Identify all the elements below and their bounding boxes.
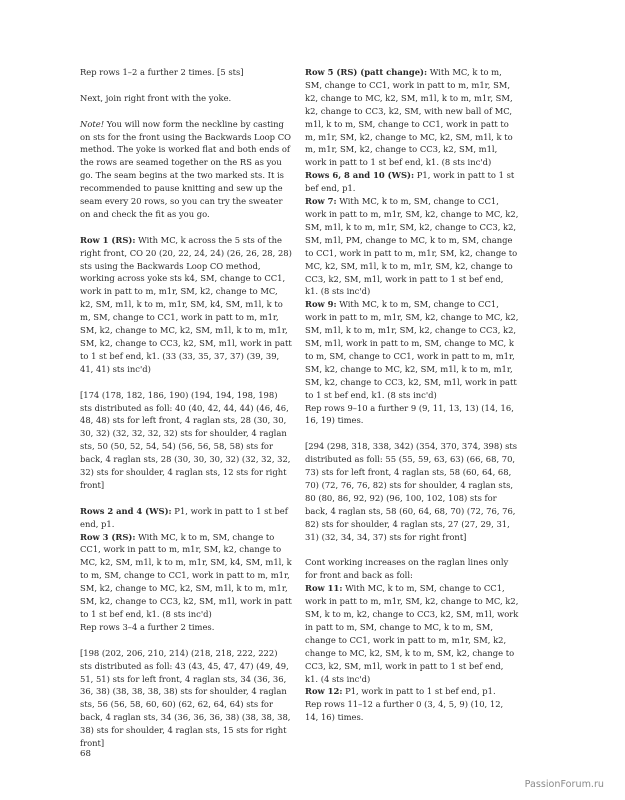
neckline-note — [80, 118, 292, 221]
row-9-text: With MC, k to m, SM, change to CC1, work in patt to m, m1r, SM, k2, change to MC, k2, SM, m1l, k to m, m1r, SM, k2, change to CC3, k2, SM, m1l, work in patt to m, SM, change to MC, k to m, SM, change to CC1, work in patt to m, m1r, SM, k2, change to MC, k2, SM, m1l, k to m, m1r, SM, k2, change to CC3, k2, SM, m1l, work in patt to 1 st bef end, k1. (8 sts inc'd) — [305, 299, 519, 400]
row-1-instruction — [80, 234, 292, 376]
row-9-label: Row 9: — [305, 299, 337, 310]
right-column — [305, 66, 519, 724]
row-12-instruction — [305, 685, 519, 698]
row-7-instruction — [305, 195, 519, 298]
stitch-count-174: [174 (178, 182, 186, 190) (194, 194, 198, 198) sts distributed as foll: 40 (40, 42, 44, 44) (46, 46, 48, 48) sts for left front, 4 raglan sts, 28 (30, 30, 30, 32) (32, 32, 32, 32) sts for shoulder, 4 raglan sts, 50 (50, 52, 54, 54) (56, 56, 58, 58) sts for back, 4 raglan sts, 28 (30, 30, 30, 32) (32, 32, 32, 32) sts for shoulder, 4 raglan sts, 12 sts for right front] — [80, 389, 291, 490]
row-5-label: Row 5 (RS) (patt change): — [305, 67, 428, 77]
rows-2-4-instruction — [80, 505, 292, 531]
rows-6-8-10-instruction — [305, 169, 519, 195]
row-3-instruction — [80, 531, 292, 621]
row-3-label: Row 3 (RS): — [80, 531, 136, 542]
page-number: 68 — [80, 749, 91, 759]
row-11-text: With MC, k to m, SM, change to CC1, work in patt to m, m1r, SM, k2, change to MC, k2, SM, k to m, k2, change to CC3, k2, SM, m1l, work in patt to m, SM, change to MC, k to m, SM, change to CC1, work in patt to m, m1r, SM, k2, change to MC, k2, SM, k to m, SM, k2, change to CC3, k2, SM, m1l, work in patt to 1 st bef end, k1. (4 sts inc'd) — [305, 583, 519, 684]
note-label: Note! — [80, 118, 105, 129]
raglan-increase-intro: Cont working increases on the raglan lines only for front and back as foll: — [305, 557, 509, 581]
note-text: You will now form the neckline by casting on sts for the front using the Backwards Loop CO method. The yoke is worked flat and both ends of the rows are seamed together on the RS as you go. The seam begins at the two marked sts. It is recommended to pause knitting and sew up the seam every 20 rows, so you can try the sweater on and check the fit as you go. — [80, 118, 291, 219]
row-5-text: With MC, k to m, SM, change to CC1, work in patt to m, m1r, SM, k2, change to MC, k2, SM, m1l, k to m, m1r, SM, k2, change to CC3, k2, SM, with new ball of MC, m1l, k to m, SM, change to CC1, work in patt to m, m1r, SM, k2, change to MC, k2, SM, m1l, k to m, m1r, SM, k2, change to CC3, k2, SM, m1l, work in patt to 1 st bef end, k1. (8 sts inc'd) — [305, 67, 513, 168]
row-7-text: With MC, k to m, SM, change to CC1, work in patt to m, m1r, SM, k2, change to MC, k2, SM, m1l, k to m, m1r, SM, k2, change to CC3, k2, SM, m1l, PM, change to MC, k to m, SM, change to CC1, work in patt to m, m1r, SM, k2, change to MC, k2, SM, m1l, k to m, m1r, SM, k2, change to CC3, k2, SM, m1l, work in patt to 1 st bef end, k1. (8 sts inc'd) — [305, 196, 519, 297]
rep-rows-9-10: Rep rows 9–10 a further 9 (9, 11, 13, 13) (14, 16, 16, 19) times. — [305, 402, 514, 426]
rep-rows-11-12: Rep rows 11–12 a further 0 (3, 4, 5, 9) (10, 12, 14, 16) times. — [305, 699, 504, 723]
left-column — [80, 66, 292, 763]
rows-2-4-text: P1, work in patt to 1 st bef end, p1. — [80, 505, 288, 529]
rows-2-4-label: Rows 2 and 4 (WS): — [80, 505, 172, 516]
row-11-label: Row 11: — [305, 583, 343, 594]
row-12-label: Row 12: — [305, 686, 343, 697]
row-11-instruction — [305, 582, 519, 685]
row-7-label: Row 7: — [305, 196, 337, 207]
rows-6-8-10-label: Rows 6, 8 and 10 (WS): — [305, 170, 415, 181]
join-right-front: Next, join right front with the yoke. — [80, 92, 232, 103]
row-5-instruction — [305, 66, 519, 169]
row-9-instruction — [305, 298, 519, 401]
row-12-text: P1, work in patt to 1 st bef end, p1. — [342, 686, 496, 697]
row-1-label: Row 1 (RS): — [80, 234, 136, 245]
row-1-text: With MC, k across the 5 sts of the right front, CO 20 (20, 22, 24, 24) (26, 26, 28, 28) sts using the Backwards Loop CO method, working across yoke sts k4, SM, change to CC1, work in patt to m, m1r, SM, k2, change to MC, k2, SM, m1l, k to m, m1r, SM, k4, SM, m1l, k to m, SM, change to CC1, work in patt to m, m1r, SM, k2, change to MC, k2, SM, m1l, k to m, m1r, SM, k2, change to CC3, k2, SM, m1l, work in patt to 1 st bef end, k1. (33 (33, 35, 37, 37) (39, 39, 41, 41) sts inc'd) — [80, 234, 292, 374]
row-3-text: With MC, k to m, SM, change to CC1, work in patt to m, m1r, SM, k2, change to MC, k2, SM, m1l, k to m, m1r, SM, k4, SM, m1l, k to m, SM, change to CC1, work in patt to m, m1r, SM, k2, change to MC, k2, SM, m1l, k to m, m1r, SM, k2, change to CC3, k2, SM, m1l, work in patt to 1 st bef end, k1. (8 sts inc'd) — [80, 531, 292, 619]
stitch-count-294: [294 (298, 318, 338, 342) (354, 370, 374, 398) sts distributed as foll: 55 (55, 59, 63, 63) (66, 68, 70, 73) sts for left front, 4 raglan sts, 58 (60, 64, 68, 70) (72, 76, 76, 82) sts for shoulder, 4 raglan sts, 80 (80, 86, 92, 92) (96, 100, 102, 108) sts for back, 4 raglan sts, 58 (60, 64, 68, 70) (72, 76, 76, 82) sts for shoulder, 4 raglan sts, 27 (27, 29, 31, 31) (32, 34, 34, 37) sts for right front] — [305, 441, 518, 542]
rep-rows-3-4: Rep rows 3–4 a further 2 times. — [80, 621, 215, 632]
rep-rows-1-2: Rep rows 1–2 a further 2 times. [5 sts] — [80, 67, 244, 77]
site-watermark: PassionForum.ru — [524, 779, 604, 790]
rows-6-8-10-text: P1, work in patt to 1 st bef end, p1. — [305, 170, 515, 194]
stitch-count-198: [198 (202, 206, 210, 214) (218, 218, 222, 222) sts distributed as foll: 43 (43, 45, 47, 47) (49, 49, 51, 51) sts for left front, 4 raglan sts, 34 (36, 36, 36, 38) (38, 38, 38, 38) sts for shoulder, 4 raglan sts, 56 (56, 58, 60, 60) (62, 62, 64, 64) sts for back, 4 raglan sts, 34 (36, 36, 36, 38) (38, 38, 38, 38) sts for shoulder, 4 raglan sts, 15 sts for right front] — [80, 647, 291, 749]
